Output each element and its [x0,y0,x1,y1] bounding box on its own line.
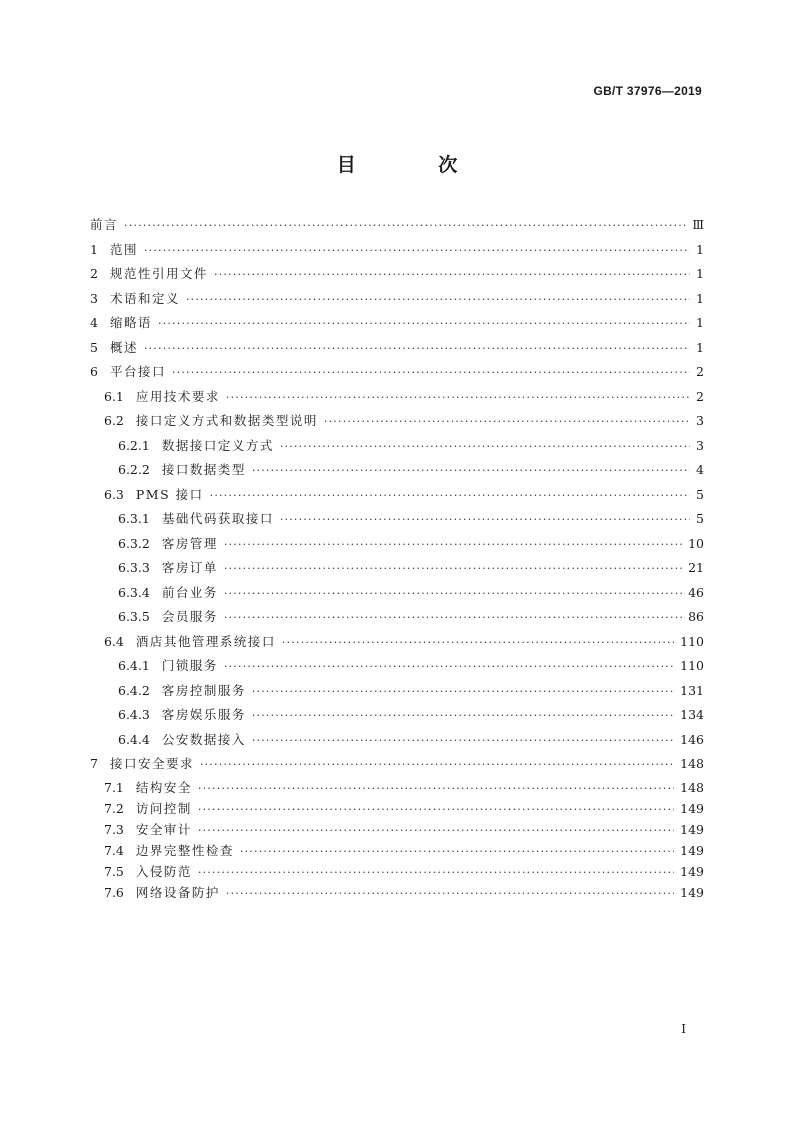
toc-entry-number: 6.4.2 [118,682,150,698]
toc-entry[interactable] [90,336,704,361]
toc-entry-page: 149 [680,800,704,816]
toc-entry[interactable] [90,654,704,679]
toc-entry-label: 访问控制 [135,800,192,816]
toc-entry[interactable] [90,262,704,287]
toc-entry-page: 46 [688,584,704,600]
toc-entry-label: 客房订单 [161,560,218,575]
toc-entry-label: 术语和定义 [109,290,180,306]
toc-entry-page: 131 [680,682,704,698]
page-number: I [681,1022,686,1036]
toc-entry-number: 7.6 [104,884,124,900]
toc-entry-label: 前言 [90,217,119,232]
toc-entry-page: 149 [680,842,704,858]
toc-leader-dots [224,606,682,631]
toc-entry-label: 范围 [109,241,138,257]
toc-entry[interactable] [90,458,704,483]
toc-entry[interactable] [90,630,704,655]
toc-leader-dots [224,655,674,680]
toc-leader-dots [280,435,690,460]
toc-entry[interactable] [90,483,704,508]
toc-entry-label: 概述 [109,339,138,355]
toc-entry-label: 酒店其他管理系统接口 [135,633,276,649]
toc-entry[interactable] [90,777,704,798]
toc-entry-label: 网络设备防护 [135,884,220,900]
toc-entry[interactable] [90,752,704,777]
toc-leader-dots [224,582,682,607]
toc-entry-label: 门锁服务 [161,658,218,673]
toc-entry[interactable] [90,434,704,459]
toc-entry-label: 平台接口 [109,364,166,379]
toc-entry-label: 基础代码获取接口 [161,511,274,526]
toc-entry-number: 6.3 [104,486,124,502]
toc-entry-number: 6.4.1 [118,658,150,673]
toc-entry[interactable] [90,409,704,434]
toc-entry[interactable] [90,507,704,532]
toc-entry-number: 4 [90,315,98,330]
toc-leader-dots [224,533,682,558]
toc-entry-label: PMS 接口 [135,486,204,502]
toc-entry-label: 结构安全 [135,779,192,795]
toc-entry-label: 入侵防范 [135,863,192,879]
toc-entry-label: 数据接口定义方式 [161,437,274,453]
toc-entry-page: 3 [696,437,704,453]
toc-leader-dots [224,557,682,582]
toc-entry[interactable] [90,213,704,238]
toc-leader-dots [252,459,690,484]
toc-entry-number: 6.2 [104,413,124,428]
toc-entry-number: 7.4 [104,842,124,858]
toc-entry-number: 6.4.4 [118,731,150,747]
toc-leader-dots [172,361,690,386]
toc-entry-page: 3 [696,413,704,428]
toc-entry-page: 134 [680,707,704,722]
toc-entry-label: 客房娱乐服务 [161,707,246,722]
toc-entry[interactable] [90,679,704,704]
toc-entry-label: 边界完整性检查 [135,842,234,858]
toc-entry-page: 1 [696,241,704,257]
toc-entry[interactable] [90,385,704,410]
toc-entry-number: 6.3.1 [118,511,150,526]
toc-leader-dots [240,841,674,862]
toc-entry[interactable] [90,238,704,263]
toc-leader-dots [226,386,690,411]
toc-entry-label: 会员服务 [161,609,218,624]
toc-entry-page: 149 [680,863,704,879]
toc-entry-page: 21 [688,560,704,575]
toc-entry-label: 客房控制服务 [161,682,246,698]
toc-entry-label: 前台业务 [161,584,218,600]
toc-entry-number: 7.2 [104,800,124,816]
toc-entry-page: 149 [680,884,704,900]
toc-entry-page: 110 [680,658,704,673]
toc-entry-page: 1 [696,315,704,330]
toc-leader-dots [200,753,674,778]
toc-entry[interactable] [90,861,704,882]
toc-entry-number: 6.4 [104,633,124,649]
toc-entry-page: 86 [688,609,704,624]
toc-entry-number: 6.4.3 [118,707,150,722]
toc-entry-page: 10 [688,535,704,551]
toc-entry-label: 客房管理 [161,535,218,551]
toc-entry-number: 2 [90,266,98,281]
toc-entry-page: 1 [696,339,704,355]
toc-leader-dots [198,799,674,820]
toc-leader-dots [226,883,674,904]
toc-leader-dots [144,239,690,264]
toc-entry-page: 1 [696,290,704,306]
table-of-contents [90,213,704,903]
toc-entry[interactable] [90,532,704,557]
toc-entry-label: 缩略语 [109,315,152,330]
toc-entry-number: 6.3.5 [118,609,150,624]
toc-leader-dots [186,288,690,313]
toc-leader-dots [124,214,686,239]
toc-entry[interactable] [90,287,704,312]
toc-entry-page: 5 [696,486,704,502]
toc-leader-dots [210,484,690,509]
toc-entry-page: 2 [696,388,704,404]
toc-entry-number: 7.3 [104,821,124,837]
toc-entry-page: 1 [696,266,704,281]
standard-code: GB/T 37976—2019 [593,84,702,98]
toc-leader-dots [198,862,674,883]
toc-entry-label: 公安数据接入 [161,731,246,747]
toc-leader-dots [252,704,674,729]
toc-entry-label: 应用技术要求 [135,388,220,404]
toc-entry[interactable] [90,819,704,840]
toc-leader-dots [214,263,690,288]
toc-entry[interactable] [90,840,704,861]
toc-entry-number: 6.1 [104,388,124,404]
toc-leader-dots [282,631,674,656]
toc-entry-page: 148 [680,779,704,795]
toc-entry-label: 接口定义方式和数据类型说明 [135,413,318,428]
toc-leader-dots [144,337,690,362]
toc-entry-page: Ⅲ [692,218,704,232]
toc-entry[interactable] [90,605,704,630]
toc-entry-number: 6.2.2 [118,462,150,477]
toc-entry-label: 接口安全要求 [109,756,194,771]
toc-leader-dots [158,312,690,337]
toc-entry-label: 规范性引用文件 [109,266,208,281]
toc-entry[interactable] [90,360,704,385]
toc-entry-number: 6.2.1 [118,437,150,453]
toc-entry-page: 5 [696,511,704,526]
toc-entry-page: 110 [680,633,704,649]
page-title: 目 次 [336,154,496,176]
toc-entry[interactable] [90,581,704,606]
toc-entry-page: 148 [680,756,704,771]
toc-entry-number: 6 [90,364,98,379]
toc-entry-number: 5 [90,339,98,355]
toc-entry[interactable] [90,728,704,753]
toc-entry-page: 149 [680,821,704,837]
toc-leader-dots [198,820,674,841]
toc-leader-dots [252,729,674,754]
toc-leader-dots [252,680,674,705]
toc-entry-page: 146 [680,731,704,747]
toc-entry-number: 6.3.2 [118,535,150,551]
toc-entry-number: 3 [90,290,98,306]
toc-entry[interactable] [90,882,704,903]
toc-entry[interactable] [90,311,704,336]
toc-entry[interactable] [90,703,704,728]
toc-entry-number: 6.3.4 [118,584,150,600]
toc-entry-number: 6.3.3 [118,560,150,575]
toc-entry[interactable] [90,798,704,819]
toc-leader-dots [324,410,690,435]
toc-entry-number: 1 [90,241,98,257]
toc-entry-page: 4 [696,462,704,477]
toc-entry-page: 2 [696,364,704,379]
toc-entry-number: 7.5 [104,863,124,879]
toc-entry-number: 7 [90,756,98,771]
toc-leader-dots [198,778,674,799]
toc-entry-label: 安全审计 [135,821,192,837]
toc-entry-number: 7.1 [104,779,124,795]
toc-leader-dots [280,508,690,533]
toc-entry-label: 接口数据类型 [161,462,246,477]
toc-entry[interactable] [90,556,704,581]
